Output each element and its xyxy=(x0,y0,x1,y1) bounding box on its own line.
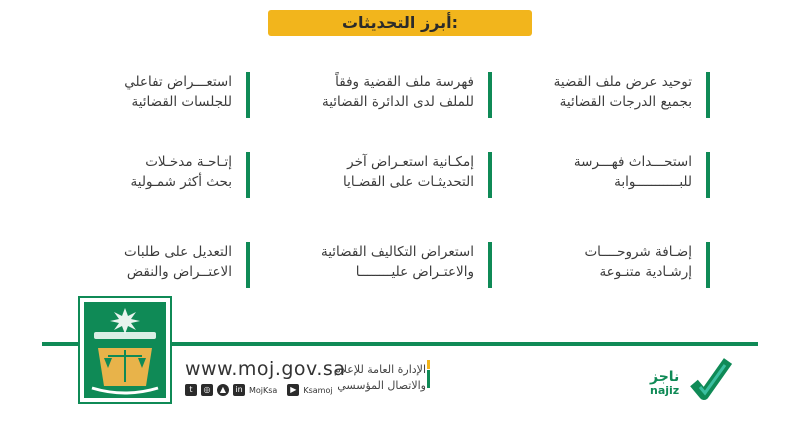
update-item-7-line2: إرشـادية متنـوعة xyxy=(599,264,692,280)
update-item-3 xyxy=(62,72,250,118)
update-item-2-line2: للملف لدى الدائرة القضائية xyxy=(321,94,474,110)
update-item-9-line2: الاعتــراض والنقض xyxy=(126,264,232,280)
update-item-7-line1: إضـافة شروحــــات xyxy=(584,244,692,260)
update-item-3-line2: للجلسات القضائية xyxy=(131,94,232,110)
najiz-english-text: najiz xyxy=(650,384,680,397)
update-item-2 xyxy=(304,72,492,118)
update-item-9 xyxy=(62,242,250,288)
social-links xyxy=(185,383,333,397)
update-item-6-line2: بحث أكثر شمـولية xyxy=(130,174,232,190)
update-item-2-line1: فهرسة ملف القضية وفقاً xyxy=(335,74,474,90)
update-item-6 xyxy=(62,152,250,198)
social-handle-2: Ksamoj xyxy=(303,385,333,395)
department-mark-icon xyxy=(427,360,430,388)
snapchat-icon[interactable]: ▲ xyxy=(217,384,229,396)
update-item-1-line1: توحيد عرض ملف القضية xyxy=(553,74,692,90)
update-item-3-line1: استعـــراض تفاعلي xyxy=(124,74,232,90)
najiz-arabic-text: ناجز xyxy=(650,369,680,385)
update-item-7 xyxy=(522,242,710,288)
instagram-icon[interactable]: ◎ xyxy=(201,384,213,396)
department-name xyxy=(330,362,426,394)
najiz-logo-icon xyxy=(648,357,738,403)
department-line1: الإدارة العامة للإعلام xyxy=(333,363,426,376)
ministry-emblem-icon xyxy=(78,296,172,404)
update-item-8 xyxy=(304,242,492,288)
update-item-5 xyxy=(304,152,492,198)
update-item-1-line2: بجميع الدرجات القضائية xyxy=(559,94,692,110)
page-title: أبرز التحديثات: xyxy=(268,10,532,36)
update-item-8-line1: استعراض التكاليف القضائية xyxy=(320,244,474,260)
update-item-9-line1: التعديل على طلبات xyxy=(124,244,232,260)
website-link[interactable]: www.moj.gov.sa xyxy=(185,358,346,380)
twitter-icon[interactable]: t xyxy=(185,384,197,396)
update-item-6-line1: إتـاحـة مدخـلات xyxy=(145,154,232,170)
social-handle-1: MojKsa xyxy=(249,385,278,395)
linkedin-icon[interactable]: in xyxy=(233,384,245,396)
update-item-4-line1: استحـــداث فهـــرسة xyxy=(573,154,692,170)
youtube-icon[interactable]: ▶ xyxy=(287,384,299,396)
update-item-4-line2: للبـــــــــــوابة xyxy=(614,174,692,190)
department-line2: والاتصال المؤسسي xyxy=(337,379,426,392)
update-item-5-line1: إمكـانية استعـراض آخر xyxy=(347,154,474,170)
update-item-8-line2: والاعتـراض عليــــــــا xyxy=(355,264,474,280)
update-item-4 xyxy=(522,152,710,198)
update-item-5-line2: التحديثـات على القضـايا xyxy=(342,174,474,190)
update-item-1 xyxy=(522,72,710,118)
